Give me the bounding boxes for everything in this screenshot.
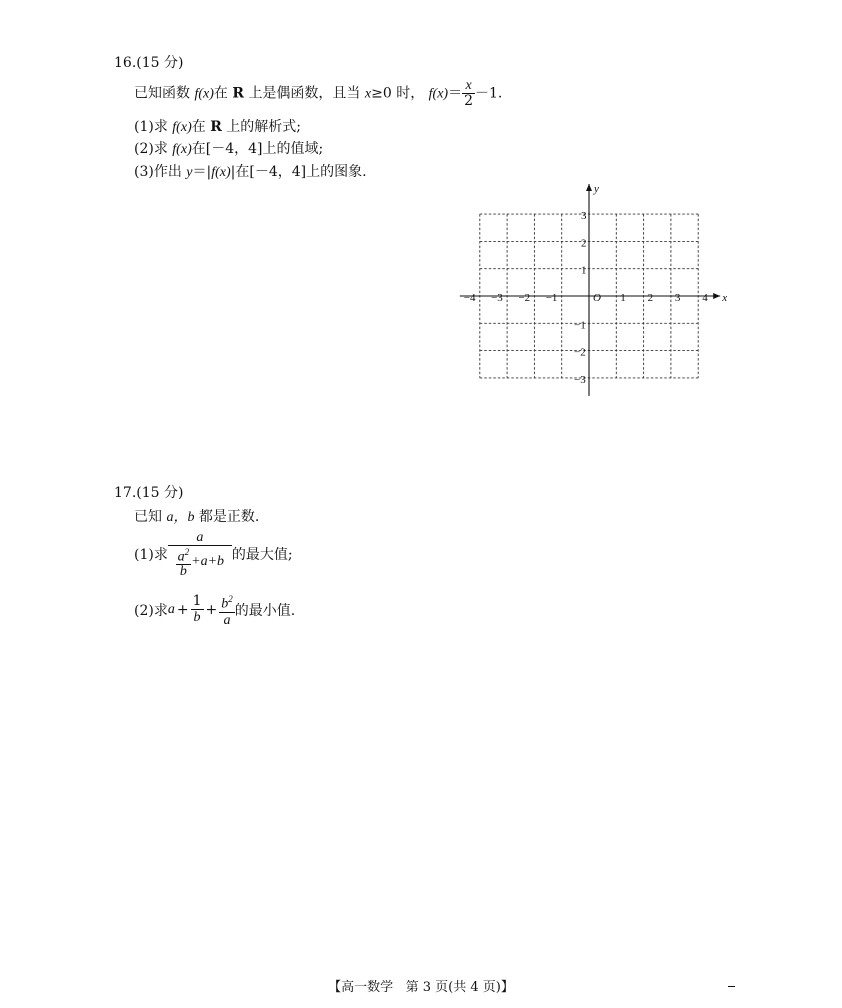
q16-p3-text-b: ＝|: [192, 164, 212, 180]
q16-p2-fx: f(x): [172, 142, 192, 157]
x-tick-label: −3: [491, 292, 503, 304]
q16-p3-y: y: [186, 165, 193, 180]
q16-p3-text-a: (3)作出: [134, 164, 182, 180]
q17-stem-text-b: 都是正数.: [198, 509, 260, 525]
q16-stem-text-a: 已知函数: [134, 85, 190, 102]
q16-stem-tail: －1.: [475, 85, 503, 102]
x-tick-label: −2: [518, 292, 531, 304]
q17-p2-plus1: +: [176, 601, 189, 618]
y-tick-label: 1: [581, 264, 587, 277]
q17-part1: [134, 530, 293, 578]
q17-header: [114, 482, 183, 502]
x-axis-label: x: [722, 292, 728, 304]
q16-p2-text-b: 在[－4，4]上的值域;: [191, 141, 324, 157]
q17-p2-frac1-den: b: [193, 610, 201, 626]
y-tick-label: 3: [581, 210, 587, 223]
x-tick-label: −4: [463, 292, 476, 304]
q17-p2-text-b: 的最小值.: [234, 602, 296, 619]
q17-p2-a: a: [167, 601, 175, 617]
q16-stem-text-c: 上是偶函数，且当: [248, 85, 361, 102]
y-tick-label: −2: [574, 346, 586, 359]
q17-p1-frac-den: [168, 546, 232, 578]
q16-stem-x: x: [364, 86, 372, 102]
q16-frac-num: x: [462, 78, 475, 94]
q17-p1-inner-den: b: [179, 563, 187, 579]
q16-p1-fx: f(x): [172, 120, 192, 135]
y-tick-label: −3: [574, 373, 586, 386]
q16-stem-text-d: ≥0 时，: [371, 85, 425, 102]
q17-stem-text-a: 已知: [134, 509, 162, 525]
q17-p1-inner-fraction: [176, 546, 192, 578]
y-axis-arrow: [586, 184, 592, 191]
q17-p1-inner-sup: 2: [184, 547, 190, 557]
origin-label: O: [593, 292, 601, 304]
x-axis-arrow: [713, 293, 720, 299]
q16-part1: [134, 116, 301, 136]
q17-p2-frac2-den: a: [223, 612, 231, 628]
q17-number: 17.: [114, 485, 137, 501]
x-tick-label: −1: [545, 292, 558, 304]
q17-p2-fraction2: [219, 592, 235, 628]
q16-p3-text-c: |在[－4，4]上的图象.: [230, 164, 367, 180]
q17-p1-inner-a: a: [177, 549, 185, 565]
q17-p1-text-a: (1)求: [134, 546, 168, 563]
q17-p1-den-tail: +a+b: [191, 553, 225, 569]
q16-stem: [134, 78, 502, 110]
q17-p2-fraction1: [191, 594, 204, 625]
y-tick-label: 2: [581, 237, 587, 250]
footer-page-info: 第 3 页(共 4 页): [405, 980, 501, 995]
axes: [460, 184, 720, 396]
q17-p1-inner-num: [176, 546, 192, 565]
q17-p1-frac-num: a: [168, 530, 232, 546]
q16-stem-R: R: [232, 85, 244, 102]
page-footer: [0, 976, 842, 995]
y-axis-label: y: [594, 183, 599, 195]
q16-p1-text-a: (1)求: [134, 119, 168, 135]
q16-part3: [134, 161, 367, 181]
q16-stem-fraction: [462, 78, 475, 109]
footer-subject: 高一数学: [341, 980, 394, 995]
q16-stem-eq: ＝: [448, 85, 463, 102]
x-tick-label: 2: [647, 292, 654, 304]
q16-p1-text-b: 在: [191, 119, 206, 135]
x-tick-label: 4: [702, 292, 708, 304]
q16-stem-fx: f(x): [194, 86, 214, 102]
q16-stem-fx2: f(x): [428, 86, 449, 102]
footer-right-bracket: 】: [500, 980, 514, 995]
q17-p1-text-b: 的最大值;: [231, 546, 293, 563]
q17-stem: [134, 506, 259, 526]
q17-part2: [134, 592, 295, 628]
axis-labels: [464, 183, 727, 386]
q16-header: [114, 52, 183, 72]
q16-p1-text-c: 上的解析式;: [226, 119, 301, 135]
q16-stem-text-b: 在: [213, 85, 228, 102]
q16-part2: [134, 138, 323, 158]
q16-p2-text-a: (2)求: [134, 141, 168, 157]
q16-number: 16.: [114, 55, 137, 71]
q17-p2-plus2: +: [205, 601, 218, 618]
y-tick-label: −1: [574, 319, 586, 332]
q16-points: (15 分): [136, 55, 184, 71]
q17-p2-text-a: (2)求: [134, 602, 168, 619]
q17-points: (15 分): [136, 485, 184, 501]
footer-mark: [728, 986, 735, 987]
q16-p1-R: R: [210, 119, 222, 135]
q17-p1-fraction: [168, 530, 232, 578]
q17-p2-frac2-num: [219, 592, 235, 613]
coordinate-grid: [450, 180, 740, 405]
q17-p2-frac2-sup: 2: [228, 594, 233, 604]
q16-p3-fx: f(x): [211, 165, 231, 180]
q17-p2-frac1-num: 1: [192, 593, 202, 610]
footer-left-bracket: 【: [328, 980, 342, 995]
q16-frac-den: 2: [464, 93, 474, 109]
q17-stem-vars: a，b: [166, 510, 195, 525]
x-tick-label: 3: [674, 292, 681, 304]
q17-p2-frac2-b: b: [221, 596, 229, 612]
x-tick-label: 1: [620, 292, 626, 304]
